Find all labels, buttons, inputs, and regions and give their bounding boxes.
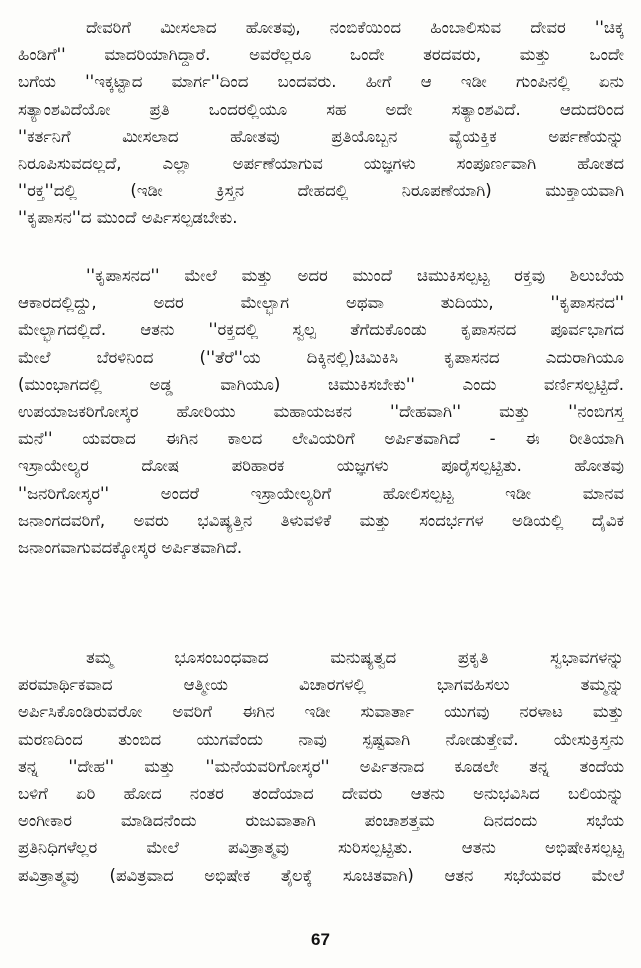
- text-line: ಅರ್ಪಿಸಿಕೊಂಡಿರುವರೋ ಅವರಿಗೆ ಈಗಿನ ಇಡೀ ಸುವಾರ್ತಾ ಯುಗವು ನರಳಾಟ ಮತ್ತು: [18, 702, 624, 722]
- text-line: ಮರಣದಿಂದ ತುಂಬಿದ ಯುಗವೆಂದು ನಾವು ಸ್ಪಷ್ಟವಾಗಿ ನೋಡುತ್ತೇವೆ. ಯೇಸುಕ್ರಿಸ್ತನು: [18, 729, 624, 749]
- text-line: ಬಳಿಗೆ ಏರಿ ಹೋದ ನಂತರ ತಂದೆಯಾದ ದೇವರು ಆತನು ಅನುಭವಿಸಿದ ಬಲಿಯನ್ನು: [18, 783, 624, 803]
- text-line: ಮನೆ'' ಯವರಾದ ಈಗಿನ ಕಾಲದ ಲೇವಿಯರಿಗೆ ಅರ್ಪಿತವಾಗಿದೆ - ಈ ರೀತಿಯಾಗಿ: [18, 429, 624, 449]
- text-line: ತನ್ನ ''ದೇಹ'' ಮತ್ತು ''ಮನೆಯವರಿಗೋಸ್ಕರ'' ಅರ್ಪಿತನಾದ ಕೂಡಲೇ ತನ್ನ ತಂದೆಯ: [18, 756, 624, 776]
- text-line: ''ಜನರಿಗೋಸ್ಕರ'' ಅಂದರೆ ಇಸ್ರಾಯೇಲ್ಯರಿಗೆ ಹೋಲಿಸಲ್ಪಟ್ಟ ಇಡೀ ಮಾನವ: [18, 483, 624, 503]
- page-number: 67: [311, 930, 330, 949]
- text-line: ''ಕರ್ತನಿಗೆ ಮೀಸಲಾದ ಹೋತವು ಪ್ರತಿಯೊಬ್ಬನ ವ್ಯೆಯಕ್ತಿಕ ಅರ್ಪಣೆಯನ್ನು: [18, 126, 624, 146]
- text-line: ಅಂಗೀಕಾರ ಮಾಡಿದನೆಂದು ರುಜುವಾತಾಗಿ ಪಂಚಾಶತ್ತಮ ದಿನದಂದು ಸಭೆಯ: [18, 811, 624, 831]
- text-line: ''ಕೃಪಾಸನ''ದ ಮುಂದೆ ಅರ್ಪಿಸಲ್ಪಡಬೇಕು.: [18, 208, 238, 228]
- text-line: ಪವಿತ್ರಾತ್ಮವು (ಪವಿತ್ರವಾದ ಅಭಿಷೇಕ ತೈಲಕ್ಕೆ ಸೂಚಿತವಾಗಿ) ಆತನ ಸಭೆಯವರ ಮೇಲೆ: [18, 865, 624, 885]
- text-line: ಬಗೆಯ ''ಇಕ್ಕಟ್ಟಾದ ಮಾರ್ಗ''ದಿಂದ ಬಂದವರು. ಹೀಗೆ ಆ ಇಡೀ ಗುಂಪಿನಲ್ಲಿ ಏನು: [18, 72, 624, 92]
- text-line: ಮೇಲ್ಭಾಗದಲ್ಲಿದೆ. ಆತನು ''ರಕ್ತದಲ್ಲಿ ಸ್ವಲ್ಪ ತೆಗೆದುಕೊಂಡು ಕೃಪಾಸನದ ಪೂರ್ವಭಾಗದ: [18, 320, 624, 340]
- text-line: ಆಕಾರದಲ್ಲಿದ್ದು, ಅದರ ಮೇಲ್ಭಾಗ ಅಥವಾ ತುದಿಯು, ''ಕೃಪಾಸನದ'': [18, 293, 624, 313]
- text-line: ಮೇಲೆ ಬೆರಳಿನಿಂದ (''ತೆರೆ''ಯ ದಿಕ್ಕಿನಲ್ಲಿ)ಚಿಮಿಕಿಸಿ ಕೃಪಾಸನದ ಎದುರಾಗಿಯೂ: [18, 347, 624, 367]
- text-line: (ಮುಂಭಾಗದಲ್ಲಿ ಅಡ್ಡ ವಾಗಿಯೂ) ಚಿಮುಕಿಸಬೇಕು'' ಎಂದು ವರ್ಣಿಸಲ್ಪಟ್ಟಿದೆ.: [18, 374, 624, 394]
- text-line: ಸತ್ಯಾಂಶವಿದೆಯೋ ಪ್ರತಿ ಒಂದರಲ್ಲಿಯೂ ಸಹ ಅದೇ ಸತ್ಯಾಂಶವಿದೆ. ಆದುದರಿಂದ: [18, 99, 624, 119]
- text-line: ಜನಾಂಗದವರಿಗೆ, ಅವರು ಭವಿಷ್ಯತ್ತಿನ ತಿಳುವಳಿಕೆ ಮತ್ತು ಸಂದರ್ಭಗಳ ಅಡಿಯಲ್ಲಿ ದೈವಿಕ: [18, 510, 624, 530]
- text-line: ಉಪಯಾಜಕರಿಗೋಸ್ಕರ ಹೋರಿಯು ಮಹಾಯಜಕನ ''ದೇಹವಾಗಿ'' ಮತ್ತು ''ನಂಬಿಗಸ್ತ: [18, 401, 624, 421]
- text-line: ''ಕೃಪಾಸನದ'' ಮೇಲೆ ಮತ್ತು ಅದರ ಮುಂದೆ ಚಿಮುಕಿಸಲ್ಪಟ್ಟ ರಕ್ತವು ಶಿಲುಬೆಯ: [86, 266, 624, 285]
- text-line: ನಿರೂಪಿಸುವದಲ್ಲದೆ, ಎಲ್ಲಾ ಅರ್ಪಣೆಯಾಗುವ ಯಜ್ಞಗಳು ಸಂಪೂರ್ಣವಾಗಿ ಹೋತದ: [18, 153, 624, 173]
- text-line: ದೇವರಿಗೆ ಮೀಸಲಾದ ಹೋತವು, ನಂಬಿಕೆಯಿಂದ ಹಿಂಬಾಲಿಸುವ ದೇವರ ''ಚಿಕ್ಕ: [86, 18, 624, 37]
- text-line: ಜನಾಂಗವಾಗುವದಕ್ಕೋಸ್ಕರ ಅರ್ಪಿತವಾಗಿದೆ.: [18, 537, 243, 557]
- text-line: ''ರಕ್ತ''ದಲ್ಲಿ (ಇಡೀ ಕ್ರಿಸ್ತನ ದೇಹದಲ್ಲಿ ನಿರೂಪಣೆಯಾಗಿ) ಮುಕ್ತಾಯವಾಗಿ: [18, 181, 624, 201]
- text-line: ಪ್ರತಿನಿಧಿಗಳೆಲ್ಲರ ಮೇಲೆ ಪವಿತ್ರಾತ್ಮವು ಸುರಿಸಲ್ಪಟ್ಟಿತು. ಆತನು ಅಭಿಷೇಕಿಸಲ್ಪಟ್ಟ: [18, 838, 624, 858]
- paragraph-3: [18, 644, 624, 889]
- text-line: ತಮ್ಮ ಭೂಸಂಬಂಧವಾದ ಮನುಷ್ಯತ್ವದ ಪ್ರಕೃತಿ ಸ್ವಭಾವಗಳನ್ನು: [86, 648, 624, 667]
- paragraph-1: [18, 14, 624, 232]
- text-line: ಪರಮಾರ್ಥಿಕವಾದ ಆತ್ಮೀಯ ವಿಚಾರಗಳಲ್ಲಿ ಭಾಗವಹಿಸಲು ತಮ್ಮನ್ನು: [18, 675, 624, 695]
- text-line: ಹಿಂಡಿಗೆ'' ಮಾದರಿಯಾಗಿದ್ದಾರೆ. ಅವರೆಲ್ಲರೂ ಒಂದೇ ತರದವರು, ಮತ್ತು ಒಂದೇ: [18, 45, 624, 65]
- paragraph-2: [18, 262, 624, 561]
- text-line: ಇಸ್ರಾಯೇಲ್ಯರ ದೋಷ ಪರಿಹಾರಕ ಯಜ್ಞಗಳು ಪೂರೈಸಲ್ಪಟ್ಟಿತು. ಹೋತವು: [18, 456, 624, 476]
